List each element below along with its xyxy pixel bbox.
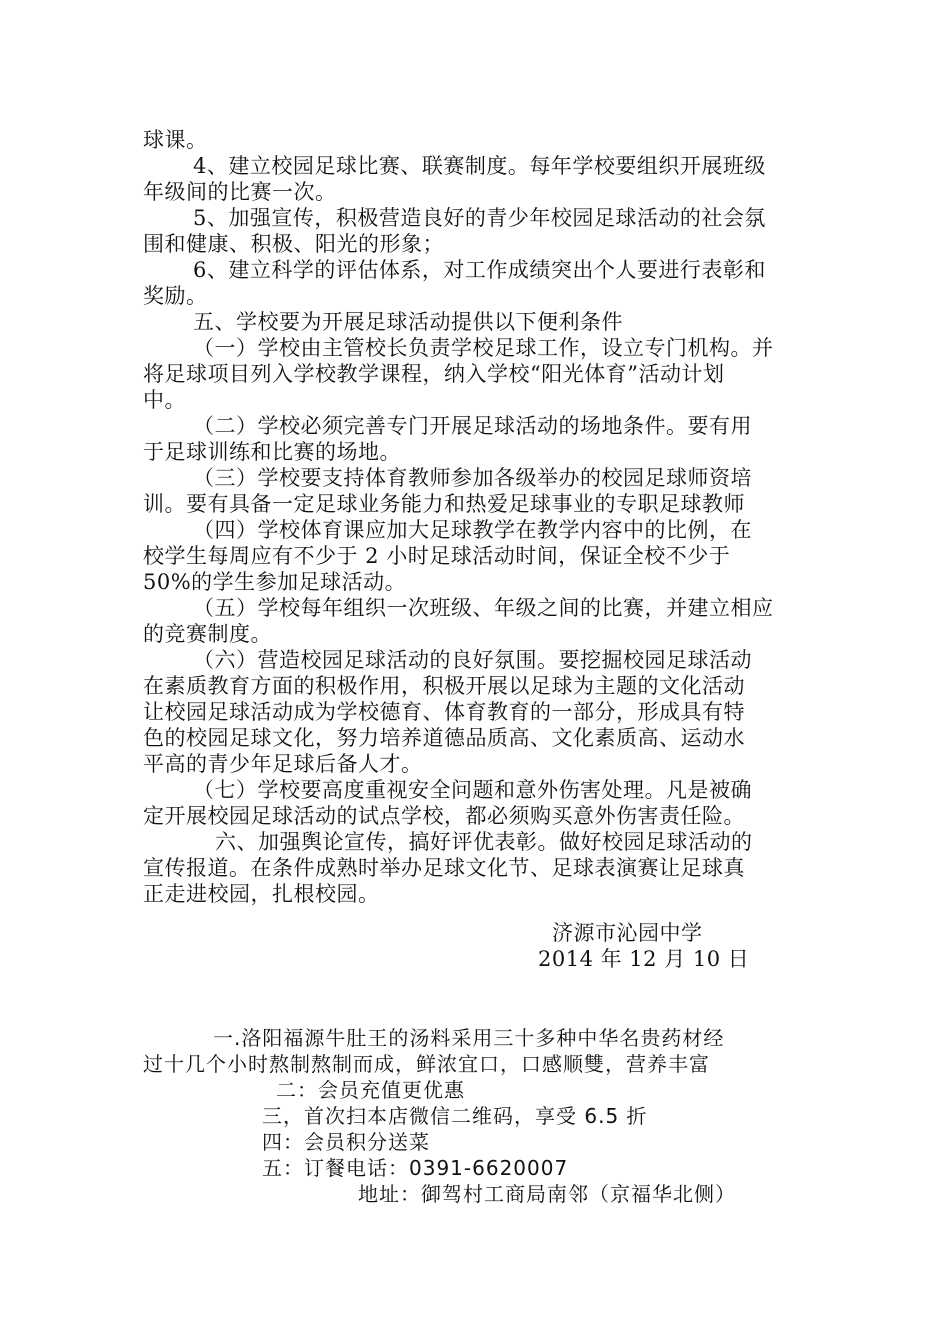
ad-line: 过十几个小时熬制熬制而成，鲜浓宜口，口感顺雙，营养丰富 [143, 1052, 710, 1076]
text-line: 色的校园足球文化，努力培养道德品质高、文化素质高、运动水 [143, 726, 745, 750]
section-heading: 五、学校要为开展足球活动提供以下便利条件 [193, 310, 623, 334]
text-line: （六）营造校园足球活动的良好氛围。要挖掘校园足球活动 [193, 648, 752, 672]
ad-address: 地址：御驾村工商局南邻（京福华北侧） [358, 1182, 736, 1206]
text-line: （五）学校每年组织一次班级、年级之间的比赛，并建立相应 [193, 596, 774, 620]
text-line: 中。 [143, 388, 186, 412]
text-line: 的竞赛制度。 [143, 622, 272, 646]
text-line: 5、加强宣传，积极营造良好的青少年校园足球活动的社会氛 [193, 206, 766, 230]
text-line: 围和健康、积极、阳光的形象； [143, 232, 444, 256]
text-line: （一）学校由主管校长负责学校足球工作，设立专门机构。并 [193, 336, 774, 360]
text-line: （三）学校要支持体育教师参加各级举办的校园足球师资培 [193, 466, 752, 490]
text-line: 正走进校园，扎根校园。 [143, 882, 380, 906]
text-line: 6、建立科学的评估体系，对工作成绩突出个人要进行表彰和 [193, 258, 766, 282]
text-line: 球课。 [143, 128, 208, 152]
text-line: 奖励。 [143, 284, 208, 308]
text-line: 宣传报道。在条件成熟时举办足球文化节、足球表演赛让足球真 [143, 856, 745, 880]
text-line: （四）学校体育课应加大足球教学在教学内容中的比例，在 [193, 518, 752, 542]
ad-line: 三，首次扫本店微信二维码，享受 6.5 折 [262, 1104, 648, 1128]
ad-line: 二：会员充值更优惠 [276, 1078, 465, 1102]
text-line: 50%的学生参加足球活动。 [143, 570, 407, 594]
text-line: 平高的青少年足球后备人才。 [143, 752, 423, 776]
text-line: （七）学校要高度重视安全问题和意外伤害处理。凡是被确 [193, 778, 752, 802]
ad-line: 四：会员积分送菜 [262, 1130, 430, 1154]
text-line: 训。要有具备一定足球业务能力和热爱足球事业的专职足球教师 [143, 492, 745, 516]
text-line: 让校园足球活动成为学校德育、体育教育的一部分，形成具有特 [143, 700, 745, 724]
section-heading: 六、加强舆论宣传，搞好评优表彰。做好校园足球活动的 [215, 830, 753, 854]
text-line: 4、建立校园足球比赛、联赛制度。每年学校要组织开展班级 [193, 154, 766, 178]
text-line: 定开展校园足球活动的试点学校，都必须购买意外伤害责任险。 [143, 804, 745, 828]
text-line: 年级间的比赛一次。 [143, 180, 337, 204]
ad-line: 一.洛阳福源牛肚王的汤料采用三十多种中华名贵药材经 [213, 1026, 725, 1050]
ad-phone: 五：订餐电话：0391-6620007 [262, 1156, 569, 1180]
text-line: （二）学校必须完善专门开展足球活动的场地条件。要有用 [193, 414, 752, 438]
signature-date: 2014 年 12 月 10 日 [538, 947, 750, 971]
text-line: 在素质教育方面的积极作用，积极开展以足球为主题的文化活动 [143, 674, 745, 698]
signature-org: 济源市沁园中学 [552, 921, 703, 945]
text-line: 将足球项目列入学校教学课程，纳入学校“阳光体育”活动计划 [143, 362, 725, 386]
text-line: 校学生每周应有不少于 2 小时足球活动时间，保证全校不少于 [143, 544, 731, 568]
text-line: 于足球训练和比赛的场地。 [143, 440, 401, 464]
